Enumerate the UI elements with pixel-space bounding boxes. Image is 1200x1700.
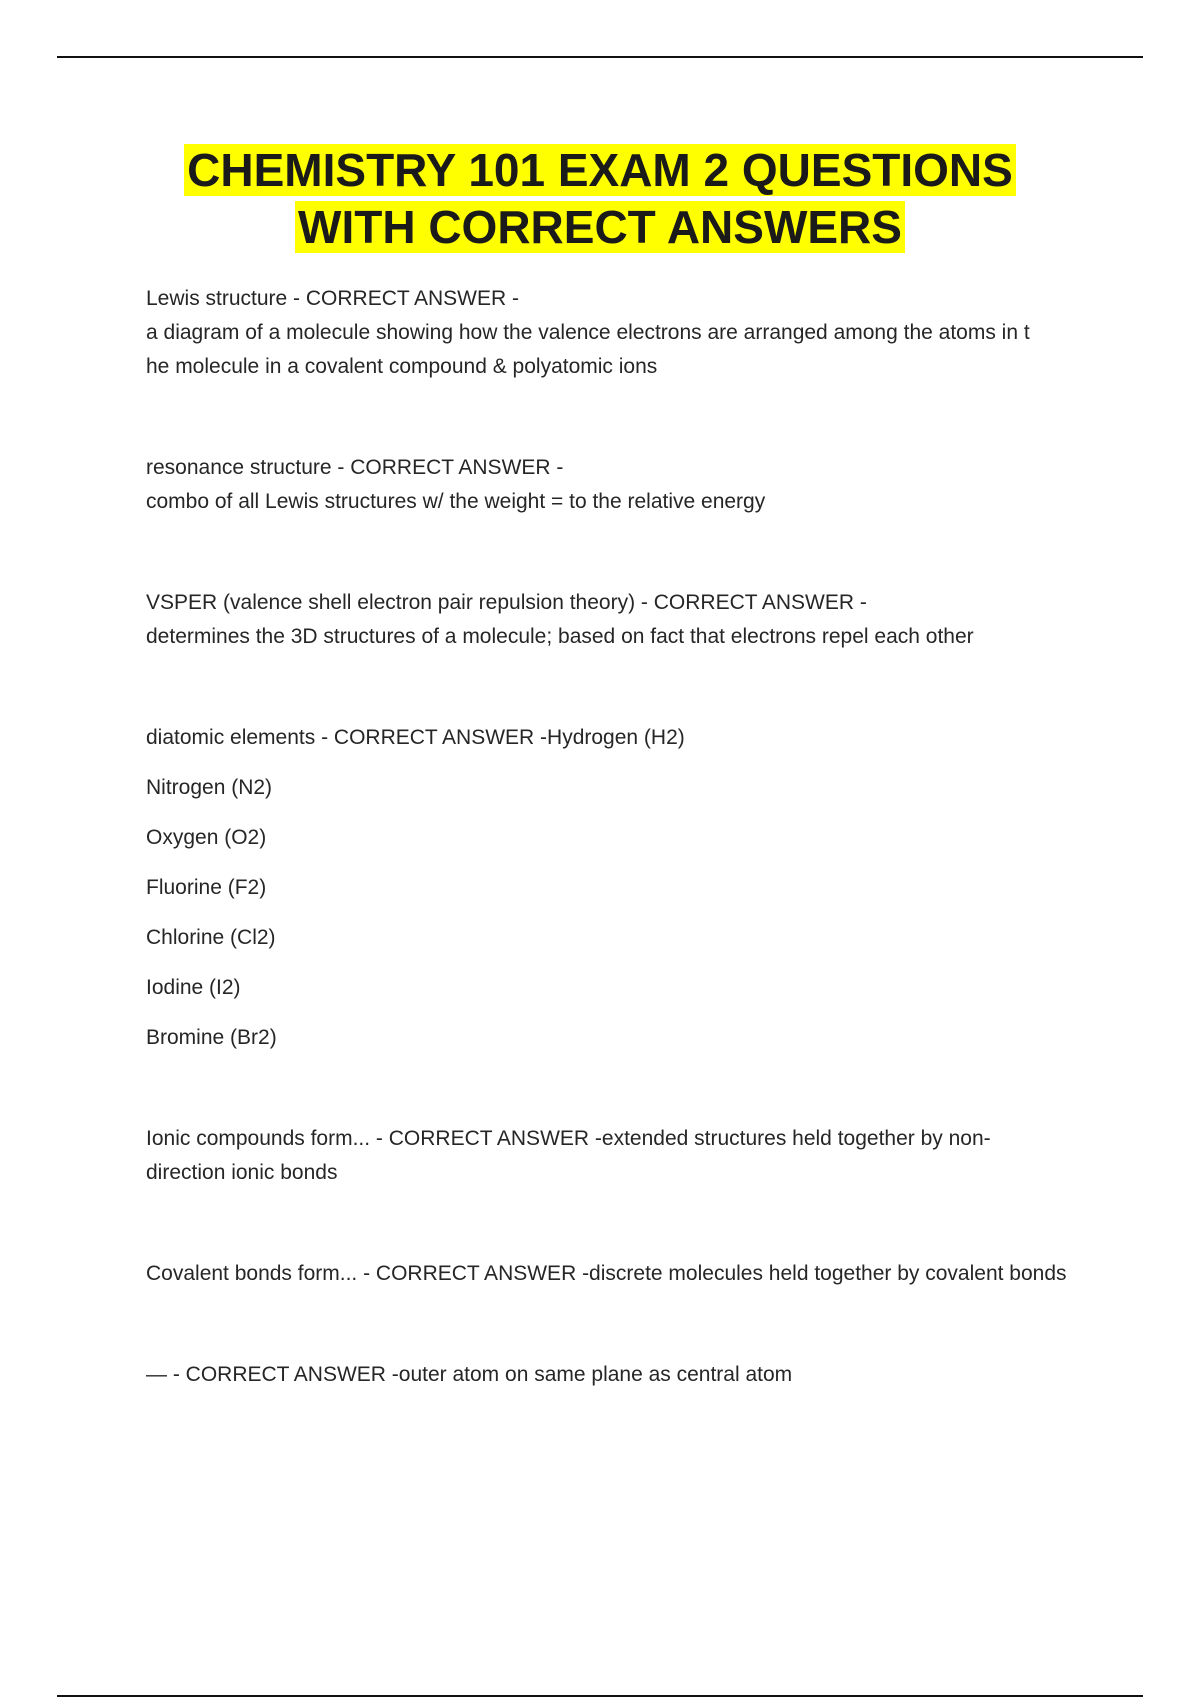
list-item: Bromine (Br2): [146, 1026, 277, 1049]
title-line-2: WITH CORRECT ANSWERS: [295, 201, 905, 253]
qa-entry-covalent-bonds: [146, 1257, 1106, 1291]
entry-line: resonance structure - CORRECT ANSWER -: [146, 456, 564, 479]
entry-line: — - CORRECT ANSWER -outer atom on same plane as central atom: [146, 1363, 793, 1386]
entry-line: Lewis structure - CORRECT ANSWER -: [146, 287, 520, 310]
qa-list: [146, 282, 1106, 1392]
qa-entry-vsper: [146, 586, 1106, 654]
qa-entry-lewis-structure: [146, 282, 1106, 384]
list-item: Chlorine (Cl2): [146, 926, 276, 949]
entry-line: a diagram of a molecule showing how the valence electrons are arranged among the atoms in t: [146, 321, 1030, 344]
qa-entry-diatomic-elements: [146, 721, 1106, 1055]
list-item: Nitrogen (N2): [146, 776, 273, 799]
qa-entry-ionic-compounds: [146, 1122, 1106, 1190]
entry-line: determines the 3D structures of a molecule; based on fact that electrons repel each other: [146, 625, 974, 648]
list-item: Iodine (I2): [146, 976, 241, 999]
entry-line: VSPER (valence shell electron pair repulsion theory) - CORRECT ANSWER -: [146, 591, 867, 614]
top-rule: [57, 56, 1143, 58]
list-item: Fluorine (F2): [146, 876, 267, 899]
entry-line: direction ionic bonds: [146, 1161, 338, 1184]
bottom-rule: [57, 1695, 1143, 1697]
page-title: [0, 142, 1200, 256]
entry-line: Ionic compounds form... - CORRECT ANSWER -extended structures held together by non-: [146, 1127, 991, 1150]
qa-entry-outer-atom: [146, 1358, 1106, 1392]
entry-line: combo of all Lewis structures w/ the weight = to the relative energy: [146, 490, 766, 513]
list-item: Oxygen (O2): [146, 826, 267, 849]
entry-line: he molecule in a covalent compound & polyatomic ions: [146, 355, 658, 378]
title-line-1: CHEMISTRY 101 EXAM 2 QUESTIONS: [184, 144, 1016, 196]
entry-line: diatomic elements - CORRECT ANSWER -Hydrogen (H2): [146, 726, 685, 749]
entry-line: Covalent bonds form... - CORRECT ANSWER -discrete molecules held together by covalent bonds: [146, 1262, 1067, 1285]
qa-entry-resonance-structure: [146, 451, 1106, 519]
